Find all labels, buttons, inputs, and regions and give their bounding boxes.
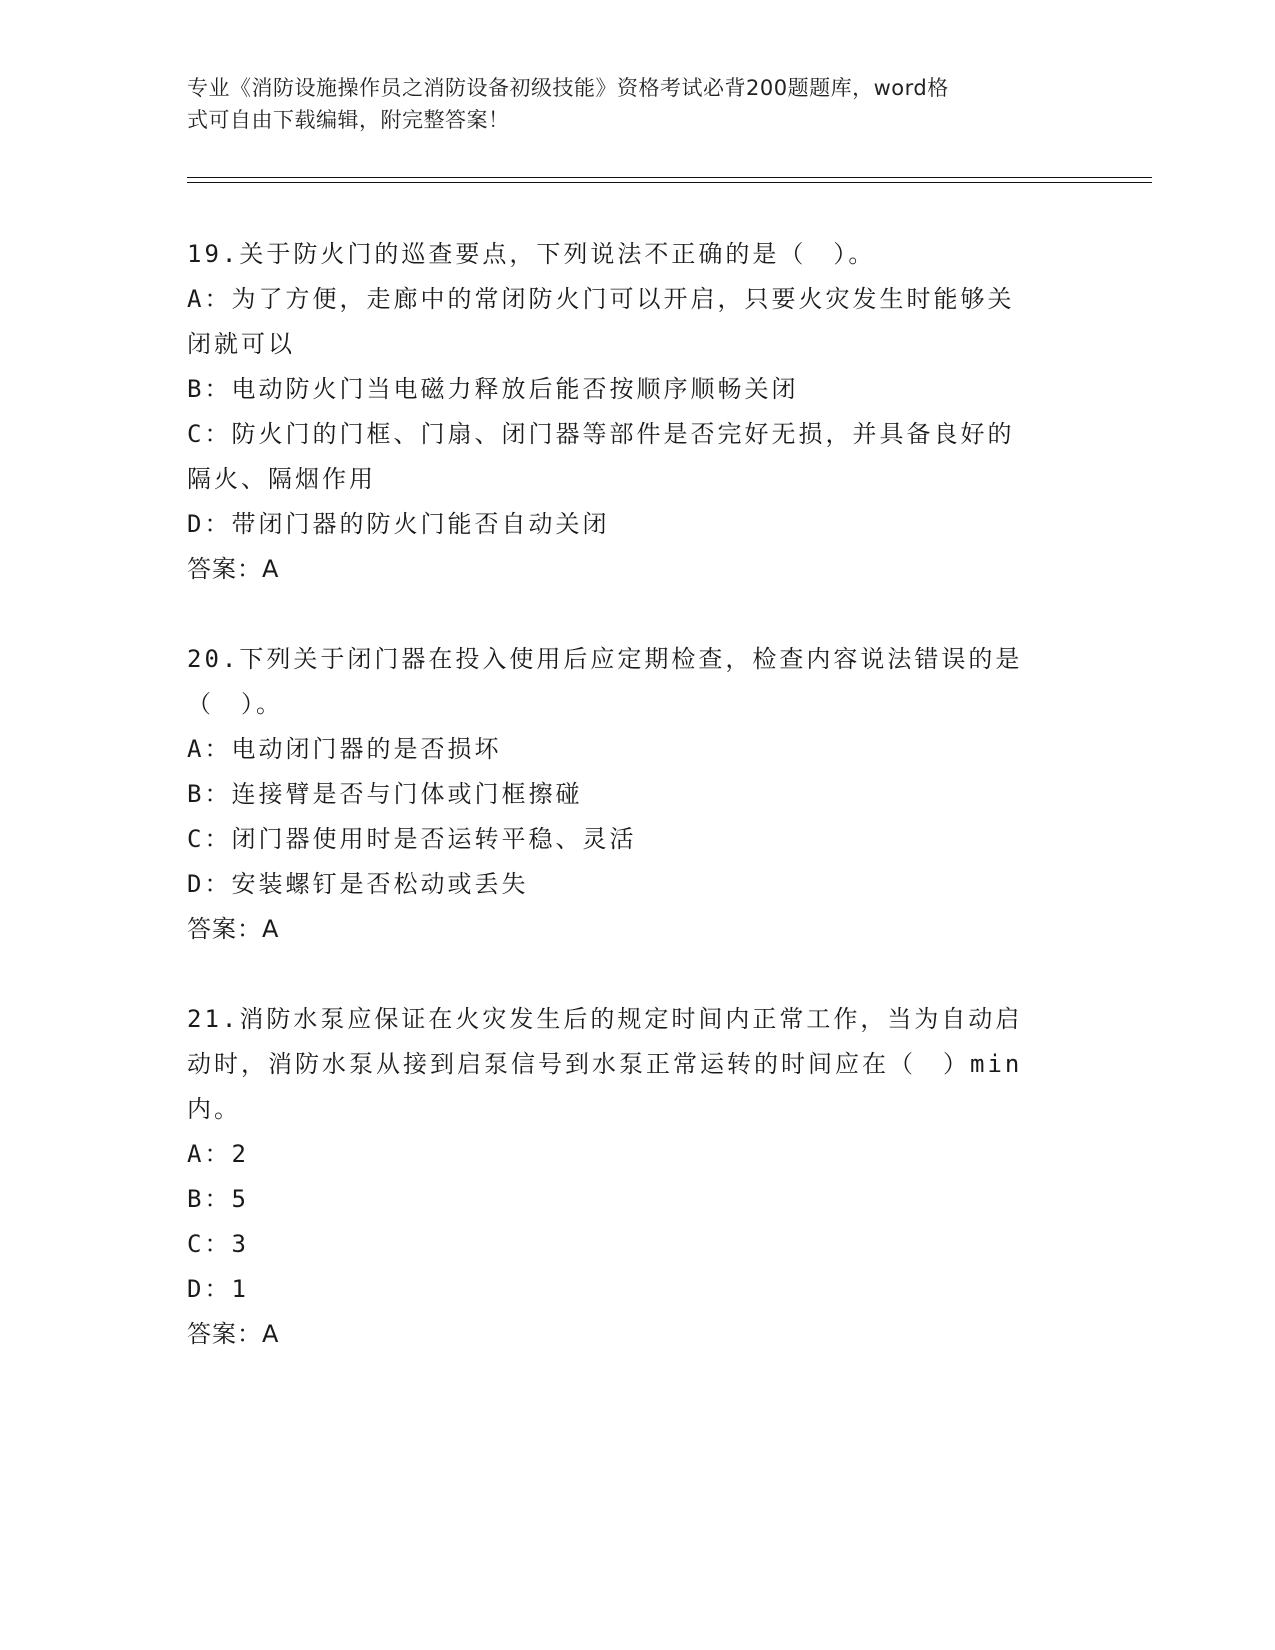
header-divider-top bbox=[187, 177, 1152, 178]
option-a-continued: 闭就可以 bbox=[187, 330, 295, 358]
question-19 bbox=[187, 232, 1077, 592]
option-b: B：连接臂是否与门体或门框擦碰 bbox=[187, 780, 583, 808]
document-header bbox=[187, 72, 1067, 136]
option-d: D：带闭门器的防火门能否自动关闭 bbox=[187, 510, 610, 538]
question-stem: 19.关于防火门的巡查要点，下列说法不正确的是（ ）。 bbox=[187, 240, 876, 268]
option-a: A：为了方便，走廊中的常闭防火门可以开启，只要火灾发生时能够关 bbox=[187, 285, 1015, 313]
option-a: A：2 bbox=[187, 1140, 249, 1168]
header-line-2: 式可自由下载编辑，附完整答案！ bbox=[187, 108, 510, 132]
option-c: C：闭门器使用时是否运转平稳、灵活 bbox=[187, 825, 637, 853]
header-line-1: 专业《消防设施操作员之消防设备初级技能》资格考试必背200题题库，word格 bbox=[187, 76, 949, 100]
question-stem: 21.消防水泵应保证在火灾发生后的规定时间内正常工作，当为自动启 bbox=[187, 1005, 1023, 1033]
question-stem-continued: （ ）。 bbox=[187, 690, 283, 718]
answer: 答案：A bbox=[187, 555, 280, 583]
option-d: D：安装螺钉是否松动或丢失 bbox=[187, 870, 529, 898]
question-list bbox=[187, 232, 1077, 1357]
option-c-continued: 隔火、隔烟作用 bbox=[187, 465, 376, 493]
option-b: B：5 bbox=[187, 1185, 249, 1213]
question-stem-continued: 动时，消防水泵从接到启泵信号到水泵正常运转的时间应在（ ）min bbox=[187, 1050, 1023, 1078]
answer: 答案：A bbox=[187, 915, 280, 943]
option-a: A：电动闭门器的是否损坏 bbox=[187, 735, 502, 763]
question-stem-continued: 内。 bbox=[187, 1095, 241, 1123]
option-c: C：防火门的门框、门扇、闭门器等部件是否完好无损，并具备良好的 bbox=[187, 420, 1015, 448]
option-d: D：1 bbox=[187, 1275, 249, 1303]
question-stem: 20.下列关于闭门器在投入使用后应定期检查，检查内容说法错误的是 bbox=[187, 645, 1023, 673]
header-divider-bottom bbox=[187, 182, 1152, 183]
question-20 bbox=[187, 637, 1077, 952]
question-21 bbox=[187, 997, 1077, 1357]
answer: 答案：A bbox=[187, 1320, 280, 1348]
option-c: C：3 bbox=[187, 1230, 249, 1258]
option-b: B：电动防火门当电磁力释放后能否按顺序顺畅关闭 bbox=[187, 375, 799, 403]
